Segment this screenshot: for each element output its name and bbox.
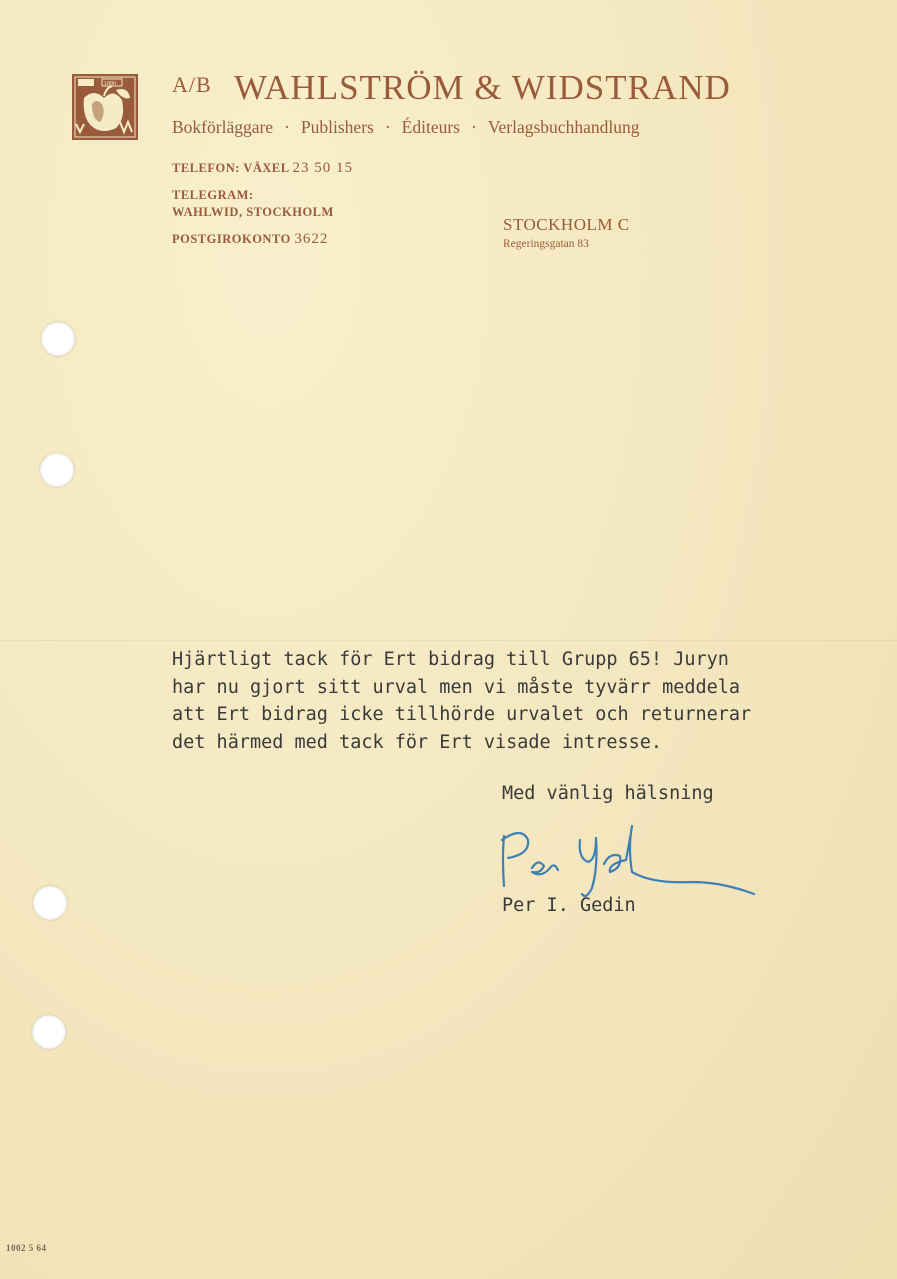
company-tagline bbox=[172, 117, 639, 138]
telegram-address: WAHLWID, STOCKHOLM bbox=[172, 205, 334, 219]
tagline-item: Publishers bbox=[300, 117, 374, 137]
telephone-label: TELEFON: VÄXEL bbox=[172, 161, 289, 175]
closing-salutation: Med vänlig hälsning bbox=[502, 783, 714, 804]
punch-hole bbox=[41, 322, 75, 356]
body-line: har nu gjort sitt urval men vi måste tyvärr meddela bbox=[172, 676, 741, 698]
svg-text:1880: 1880 bbox=[104, 81, 116, 87]
tagline-separator: · bbox=[471, 117, 477, 137]
address-street: Regeringsgatan 83 bbox=[503, 238, 589, 250]
tagline-separator: · bbox=[284, 117, 290, 137]
address-city: STOCKHOLM C bbox=[503, 215, 630, 234]
body-line: Hjärtligt tack för Ert bidrag till Grupp 65! Juryn bbox=[172, 649, 729, 670]
postgiro-label: POSTGIROKONTO bbox=[172, 232, 291, 246]
form-code: 1002 5 64 bbox=[6, 1243, 47, 1253]
telephone-number: 23 50 15 bbox=[292, 160, 353, 176]
tagline-item: Bokförläggare bbox=[172, 117, 274, 137]
tagline-separator: · bbox=[384, 117, 391, 137]
punch-hole bbox=[32, 1015, 66, 1049]
telegram-label: TELEGRAM: bbox=[172, 188, 254, 202]
punch-hole bbox=[33, 886, 67, 920]
paper-fold bbox=[0, 640, 897, 641]
company-name: WAHLSTRÖM & WIDSTRAND bbox=[234, 68, 731, 107]
signer-name: Per I. Gedin bbox=[502, 895, 636, 916]
letter-body bbox=[172, 646, 852, 756]
tagline-item: Éditeurs bbox=[401, 117, 460, 137]
body-line: att Ert bidrag icke tillhörde urvalet och returnerar bbox=[172, 704, 752, 725]
tagline-item: Verlagsbuchhandlung bbox=[487, 117, 640, 137]
company-prefix: A/B bbox=[172, 72, 212, 97]
postgiro-line bbox=[172, 231, 328, 248]
body-line: det härmed med tack för Ert visade intresse. bbox=[172, 731, 663, 753]
postgiro-number: 3622 bbox=[294, 231, 329, 247]
telephone-line bbox=[172, 160, 353, 177]
punch-hole bbox=[40, 453, 74, 487]
apple-emblem-icon bbox=[72, 74, 138, 140]
